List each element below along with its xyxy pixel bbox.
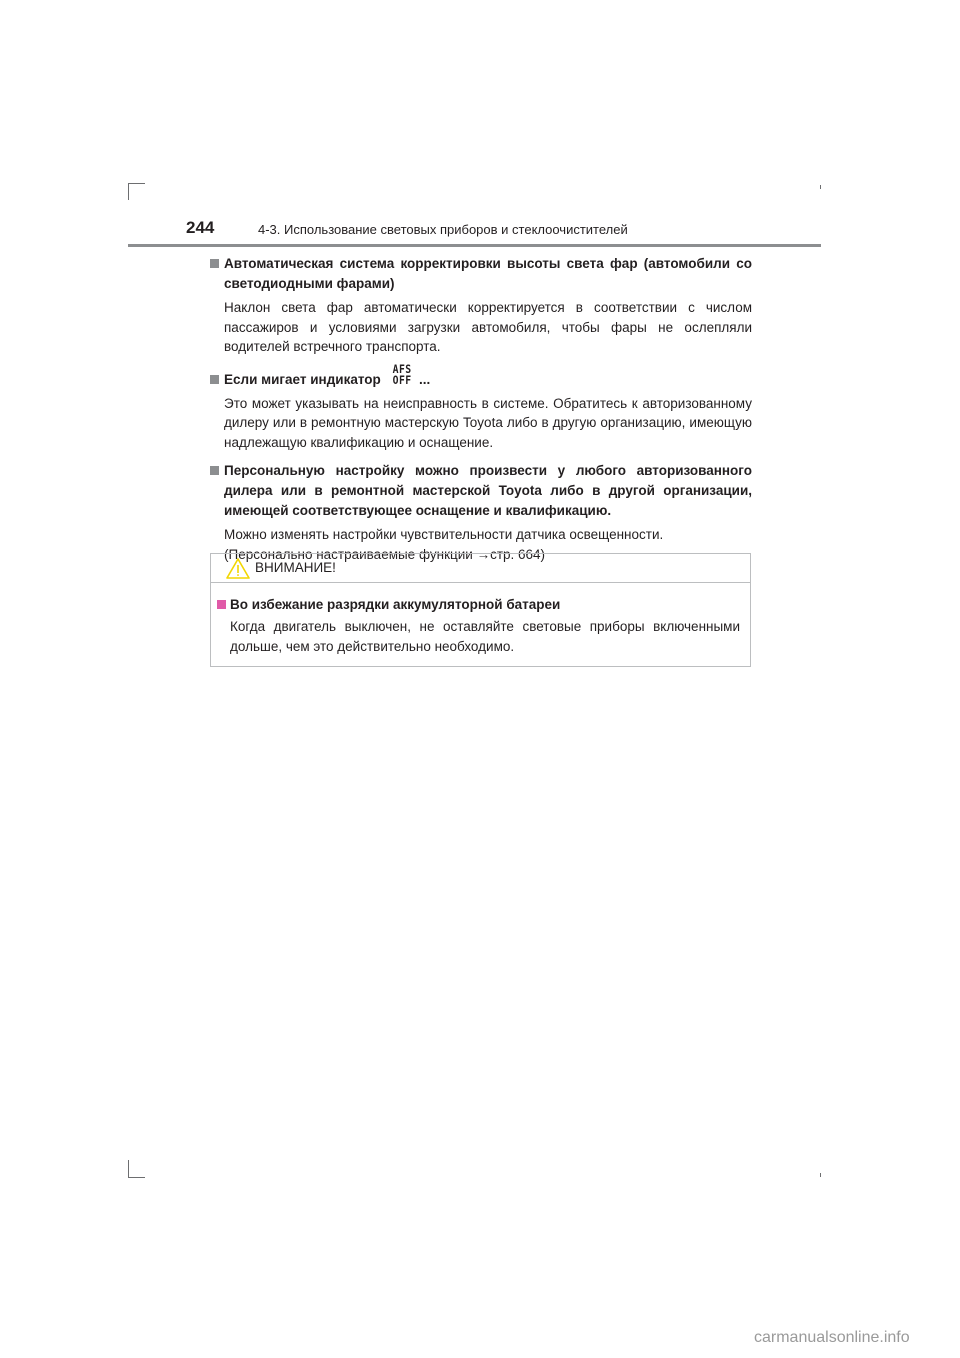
page-reference-link[interactable]: (Персонально настраиваемые функции →стр. 664) [224,546,546,562]
warning-body [211,583,750,656]
chapter-title: 4-3. Использование световых приборов и стеклоочистителей [258,222,628,237]
section-heading [210,461,752,521]
square-bullet-icon [210,259,219,268]
afs-indicator-top: AFS [392,361,412,376]
warning-item-text: Когда двигатель выключен, не оставляйте световые приборы включенными дольше, чем это действительно необходимо. [230,619,740,654]
section-heading-text: Персональную настройку можно произвести у любого авторизованного дилера или в ремонтной мастерской Toyota либо в другой организации, имеющей соответствующее оснащение и квалификацию. [224,463,752,518]
section-heading-text: Если мигает индикатор [224,371,381,387]
section-heading-ellipsis: ... [419,371,431,387]
section-heading [210,254,752,294]
page-number: 244 [186,218,215,237]
square-bullet-icon [210,375,219,384]
section-heading [210,361,752,390]
section-heading-text: Автоматическая система корректировки высоты света фар (автомобили со светодиодными фарами) [224,256,752,291]
section-indicator-blinking [210,361,752,453]
warning-item-heading-text: Во избежание разрядки аккумуляторной батареи [230,597,561,612]
section-body-line: Можно изменять настройки чувствительности датчика освещенности. [224,527,664,542]
main-content [210,254,752,564]
crop-mark-top-left-v [128,183,129,200]
section-body: Это может указывать на неисправность в системе. Обратитесь к авторизованному дилеру или в ремонтную мастерскую Toyota либо в другую организацию, имеющую надлежащую квалификацию и оснащение. [224,395,752,450]
warning-item-heading [217,595,740,615]
crop-mark-top-right [820,185,821,189]
crop-mark-bottom-left-v [128,1160,129,1178]
warning-title: ВНИМАНИЕ! [255,560,336,575]
afs-indicator-bottom: OFF [392,372,412,387]
crop-mark-bottom-left-h [128,1177,145,1178]
warning-box [210,553,751,667]
crop-mark-bottom-right [820,1173,821,1177]
crop-mark-top-left-h [128,183,145,184]
square-bullet-icon [210,466,219,475]
header-rule [128,244,821,247]
afs-off-indicator-icon [392,361,412,387]
pink-square-bullet-icon [217,600,226,609]
warning-triangle-icon [226,558,250,579]
section-body: Наклон света фар автоматически корректируется в соответствии с числом пассажиров и условиями загрузки автомобиля, чтобы фары не ослепляли водителей встречного транспорта. [224,300,752,354]
warning-header [211,554,750,583]
section-personalization [210,461,752,564]
watermark: carmanualsonline.info [754,1329,910,1346]
section-auto-leveling [210,254,752,357]
